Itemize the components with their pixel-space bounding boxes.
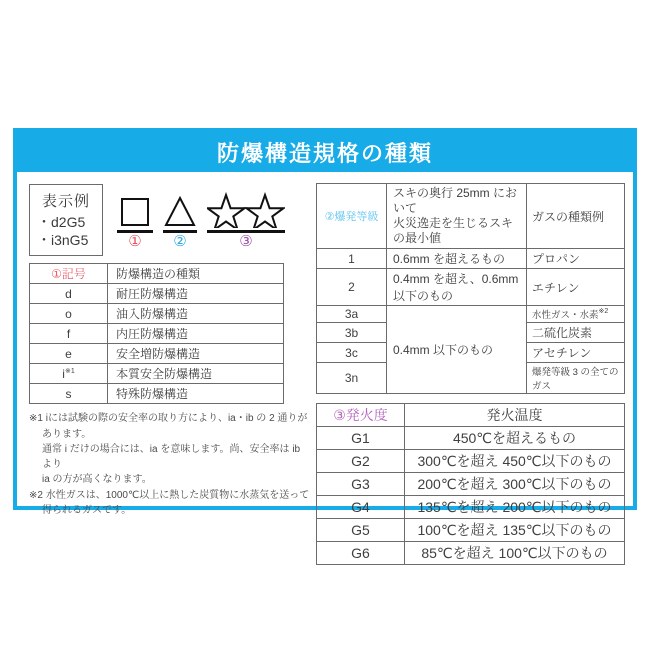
ignition-degree: G2 — [317, 450, 405, 473]
grade-gas-text: 水性ガス・水素 — [532, 310, 599, 321]
ignition-degree: G5 — [317, 519, 405, 542]
symbol-code: o — [30, 304, 108, 324]
grade-value: 2 — [317, 269, 387, 306]
grade-value: 3c — [317, 343, 387, 363]
table-row — [30, 364, 284, 384]
table-row — [317, 269, 625, 306]
diagram-body — [17, 172, 633, 561]
symbol-group-explosion-grade — [163, 188, 197, 249]
grade-value: 3a — [317, 306, 387, 323]
table-row — [317, 427, 625, 450]
ignition-table-header-degree: ③発火度 — [317, 404, 405, 427]
grade-gap: 0.6mm を超えるもの — [387, 249, 527, 269]
title-bar — [17, 132, 633, 172]
display-example-heading: 表示例 — [41, 193, 90, 210]
grade-gap-merged: 0.4mm 以下のもの — [387, 306, 527, 394]
grade-table-header-gap — [387, 184, 527, 249]
table-row — [30, 324, 284, 344]
symbol-type: 特殊防爆構造 — [108, 384, 284, 404]
symbol-code: s — [30, 384, 108, 404]
table-row — [30, 304, 284, 324]
table-row — [30, 384, 284, 404]
table-row — [30, 284, 284, 304]
ignition-degree: G6 — [317, 542, 405, 565]
ignition-table-header-temperature: 発火温度 — [405, 404, 625, 427]
symbol-legend — [117, 184, 285, 249]
table-header-row — [317, 184, 625, 249]
symbol-marker-3: ③ — [239, 233, 253, 250]
ignition-degree: G4 — [317, 496, 405, 519]
footnote-line: ia の方が高くなります。 — [42, 474, 152, 485]
grade-value: 3n — [317, 363, 387, 394]
footnote-line: あります。 — [42, 428, 92, 440]
symbol-code: d — [30, 284, 108, 304]
grade-gas: 爆発等級 3 の全てのガス — [527, 363, 625, 394]
symbol-type: 油入防爆構造 — [108, 304, 284, 324]
footnotes — [29, 412, 310, 519]
display-example-line-1: ・d2G5 — [37, 214, 86, 230]
table-row — [317, 450, 625, 473]
square-icon — [117, 188, 153, 228]
ignition-degree: G3 — [317, 473, 405, 496]
symbol-code: e — [30, 344, 108, 364]
ignition-temperature: 135℃を超え 200℃以下のもの — [405, 496, 625, 519]
footnote-line: ※1 iには試験の際の安全率の取り方により、ia・ib の 2 通りが — [29, 413, 308, 424]
footnote-line: 得られるガスです。 — [42, 505, 132, 516]
grade-gas — [527, 306, 625, 323]
symbol-marker-2: ② — [173, 233, 187, 250]
symbol-table-header-type: 防爆構造の種類 — [108, 264, 284, 284]
page-title: 防爆構造規格の種類 — [216, 140, 433, 166]
grade-gas: エチレン — [527, 269, 625, 306]
grade-gap: 0.4mm を超え、0.6mm 以下のもの — [387, 269, 527, 306]
ignition-temperature: 200℃を超え 300℃以下のもの — [405, 473, 625, 496]
ignition-temperature: 85℃を超え 100℃以下のもの — [405, 542, 625, 565]
symbol-type: 耐圧防爆構造 — [108, 284, 284, 304]
table-row — [30, 344, 284, 364]
table-row — [317, 542, 625, 565]
ignition-degree: G1 — [317, 427, 405, 450]
grade-value: 3b — [317, 323, 387, 343]
grade-gas: アセチレン — [527, 343, 625, 363]
footnote-line: ※2 水性ガスは、1000℃以上に熱した炭質物に水蒸気を送って — [29, 489, 310, 501]
grade-table-header-grade: ②爆発等級 — [317, 184, 387, 249]
triangle-icon — [163, 188, 197, 228]
ignition-temperature: 300℃を超え 450℃以下のもの — [405, 450, 625, 473]
left-column — [25, 180, 310, 516]
explosion-grade-table — [316, 183, 625, 394]
grade-value: 1 — [317, 249, 387, 269]
table-row — [317, 519, 625, 542]
symbol-code-text: i — [62, 366, 65, 381]
display-example-line-2: ・i3nG5 — [37, 231, 89, 248]
display-example-box — [29, 184, 103, 256]
grade-gas: 二硫化炭素 — [527, 323, 625, 343]
grade-header-gap-line2: 火災逸走を生じるスキの最小値 — [393, 216, 514, 245]
right-column — [310, 180, 625, 561]
grade-header-gap-line1: スキの奥行 25mm において — [393, 186, 518, 215]
symbol-type: 本質安全防爆構造 — [108, 364, 284, 384]
symbol-type: 安全増防爆構造 — [108, 344, 284, 364]
footnote-line: 通常 i だけの場合には、ia を意味します。尚、安全率は ib より — [42, 444, 301, 470]
symbol-group-marking-code — [117, 188, 153, 249]
symbol-group-ignition-degree — [207, 188, 285, 249]
table-row — [317, 249, 625, 269]
ignition-temperature: 450℃を超えるもの — [405, 427, 625, 450]
grade-gas-footnote-ref: ※2 — [598, 308, 609, 315]
table-header-row — [30, 264, 284, 284]
symbol-code-footnote-ref: ※1 — [64, 367, 75, 375]
symbol-marker-1: ① — [128, 233, 142, 250]
grade-table-header-gas: ガスの種類例 — [527, 184, 625, 249]
grade-gas: プロパン — [527, 249, 625, 269]
table-row — [317, 496, 625, 519]
symbol-code — [30, 364, 108, 384]
ignition-degree-table — [316, 403, 625, 565]
two-stars-icon — [207, 188, 285, 228]
symbol-type: 内圧防爆構造 — [108, 324, 284, 344]
symbol-table-header-code: ①記号 — [30, 264, 108, 284]
ignition-temperature: 100℃を超え 135℃以下のもの — [405, 519, 625, 542]
table-row — [317, 473, 625, 496]
example-row — [29, 184, 310, 256]
table-header-row — [317, 404, 625, 427]
symbol-table — [29, 263, 284, 404]
symbol-code: f — [30, 324, 108, 344]
table-row — [317, 306, 625, 323]
diagram-frame — [13, 128, 637, 561]
